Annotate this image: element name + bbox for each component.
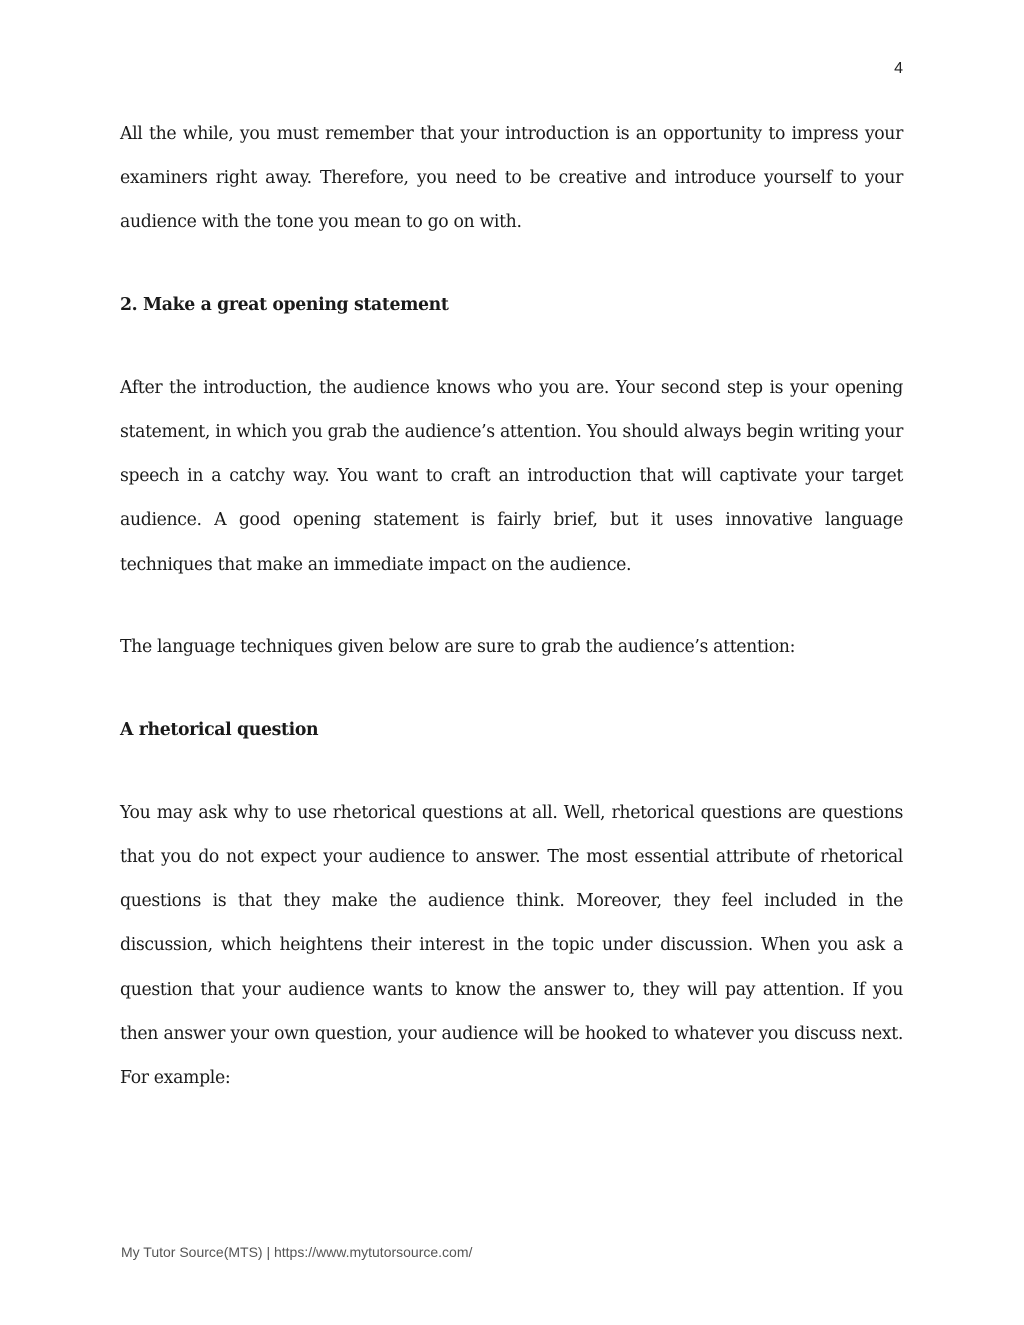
page-footer: My Tutor Source(MTS) | https://www.mytutorsource.com/ xyxy=(121,1244,473,1260)
section-heading-opening-statement: 2. Make a great opening statement xyxy=(120,295,449,316)
spacer xyxy=(120,670,903,709)
paragraph-rhetorical-question: You may ask why to use rhetorical questions at all. Well, rhetorical questions are questions that you do not expect your audience to answer. The most essential attribute of rhetorical questions is that they make the audience think. Moreover, they feel included in the discussion, which heightens their interest in the topic under discussion. When you ask a question that your audience wants to know the answer to, they will pay attention. If you then answer your own question, your audience will be hooked to whatever you discuss next. For example: xyxy=(120,802,903,1088)
page-number: 4 xyxy=(894,60,903,77)
subheading-rhetorical-question: A rhetorical question xyxy=(120,720,319,741)
spacer xyxy=(120,245,903,284)
document-body xyxy=(120,112,903,1100)
paragraph-opening-statement: After the introduction, the audience knows who you are. Your second step is your opening statement, in which you grab the audience’s attention. You should always begin writing your speech in a catchy way. You want to craft an introduction that will captivate your target audience. A good opening statement is fairly brief, but it uses innovative language techniques that make an immediate impact on the audience. xyxy=(120,377,903,575)
paragraph-introduction-reminder: All the while, you must remember that your introduction is an opportunity to impress your examiners right away. Therefore, you need to be creative and introduce yourself to your audience with the tone you mean to go on with. xyxy=(120,124,903,233)
spacer xyxy=(120,752,903,791)
paragraph-language-techniques: The language techniques given below are sure to grab the audience’s attention: xyxy=(120,637,796,658)
spacer xyxy=(120,327,903,366)
spacer xyxy=(120,587,903,626)
